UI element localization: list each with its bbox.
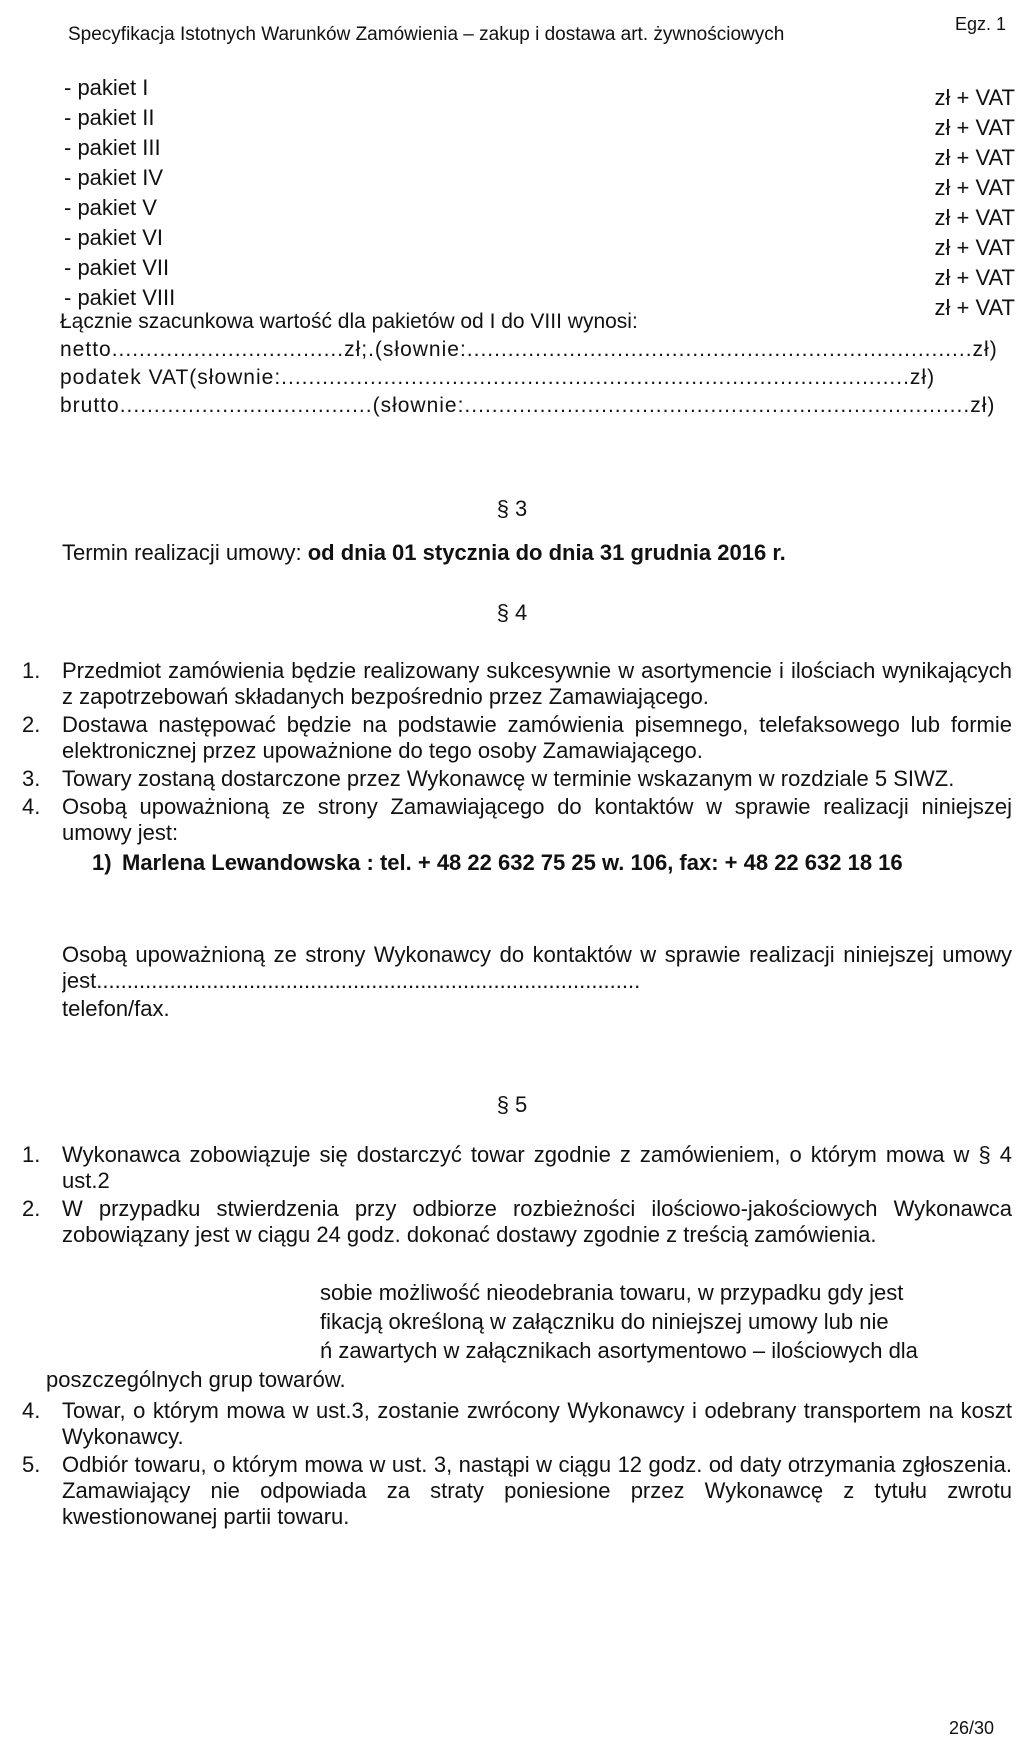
package-label: - pakiet III [64,135,161,160]
package-label: - pakiet VII [64,255,170,280]
item-text: Dostawa następować będzie na podstawie zamówienia pisemnego, telefaksowego lub formie elektronicznej przez upoważnione do tego osoby Zamawiającego. [62,712,1012,763]
item-text: Wykonawca zobowiązuje się dostarczyć towar zgodnie z zamówieniem, o którym mowa w § 4 ust.2 [62,1142,1012,1193]
section-5-list-continued [22,1398,1012,1532]
item-number: 4. [22,1398,41,1423]
package-row [60,75,1015,110]
package-label: - pakiet II [64,105,155,130]
list-item [22,766,1012,792]
package-row [60,165,1015,200]
page-header [68,14,1014,46]
package-value: zł + VAT [934,115,1015,140]
item-text: Przedmiot zamówienia będzie realizowany sukcesywnie w asortymencie i ilościach wynikających z zapotrzebowań składanych bezpośrednio przez Zamawiającego. [62,658,1012,709]
package-value: zł + VAT [934,85,1015,110]
package-label: - pakiet I [64,75,149,100]
page-number: 26/30 [948,1718,994,1738]
partial-line: ń zawartych w załącznikach asortymentowo – ilościowych dla [320,1338,918,1363]
copy-number: Egz. 1 [954,14,1006,34]
contact-details: Marlena Lewandowska : tel. + 48 22 632 75 25 w. 106, fax: + 48 22 632 18 16 [122,850,903,875]
contractor-contact [62,942,1012,1024]
item-text: Odbiór towaru, o którym mowa w ust. 3, nastąpi w ciągu 12 godz. od daty otrzymania zgłoszenia. Zamawiający nie odpowiada za straty poniesione przez Wykonawcę z tytułu zwrotu kwestionowanej partii towaru. [62,1452,1012,1529]
package-row [60,135,1015,170]
package-row [60,195,1015,230]
netto-line: netto..................................zł;.(słownie:..........................................................................zł) [60,338,998,361]
package-label: - pakiet VI [64,225,164,250]
item-text: Osobą upoważnioną ze strony Zamawiającego do kontaktów w sprawie realizacji niniejszej umowy jest: [62,794,1012,845]
list-item [22,712,1012,764]
partial-line: poszczególnych grup towarów. [46,1367,346,1392]
item-text: Towar, o którym mowa w ust.3, zostanie zwrócony Wykonawcy i odebrany transportem na koszt Wykonawcy. [62,1398,1012,1449]
item-number: 1. [22,1142,41,1167]
partial-line: fikacją określoną w załączniku do niniejszej umowy lub nie [320,1309,889,1334]
list-item [22,1196,1012,1248]
package-list [60,75,1015,320]
item-number: 4. [22,794,41,819]
term-dates: od dnia 01 stycznia do dnia 31 grudnia 2016 r. [307,540,786,565]
package-row [60,255,1015,290]
package-value: zł + VAT [934,205,1015,230]
clause-3-partial [46,1278,1012,1394]
list-item [22,1142,1012,1194]
header-title: Specyfikacja Istotnych Warunków Zamówienia – zakup i dostawa art. żywnościowych [68,24,785,45]
section-5-list [22,1142,1012,1250]
section-heading-5: § 5 [496,1092,528,1117]
item-number: 2. [22,1196,41,1221]
item-number: 2. [22,712,41,737]
package-label: - pakiet IV [64,165,164,190]
term-prefix: Termin realizacji umowy: [62,540,308,565]
brutto-line: brutto.....................................(słownie:..........................................................................zł) [60,394,996,417]
item-text: Towary zostaną dostarczone przez Wykonawcę w terminie wskazanym w rozdziale 5 SIWZ. [62,766,955,791]
package-label: - pakiet VIII [64,285,176,310]
package-value: zł + VAT [934,295,1015,320]
package-row [60,105,1015,140]
list-item [22,1452,1012,1530]
package-value: zł + VAT [934,145,1015,170]
section-heading-4: § 4 [496,600,528,625]
contract-term [62,540,786,566]
package-row [60,225,1015,260]
package-value: zł + VAT [934,265,1015,290]
item-number: 1. [22,658,41,683]
package-value: zł + VAT [934,175,1015,200]
list-item [22,794,1012,876]
package-value: zł + VAT [934,235,1015,260]
list-item [22,658,1012,710]
contractor-contact-text: Osobą upoważnioną ze strony Wykonawcy do kontaktów w sprawie realizacji niniejszej umowy jest......................................................................................... [62,942,1012,993]
list-item [22,1398,1012,1450]
partial-line: sobie możliwość nieodebrania towaru, w przypadku gdy jest [320,1280,904,1305]
total-value-summary [60,310,1015,422]
section-4-list [22,658,1012,878]
package-label: - pakiet V [64,195,157,220]
sub-item-number: 1) [92,850,112,875]
phone-fax-line: telefon/fax. [62,996,170,1021]
section-heading-3: § 3 [496,496,528,521]
summary-intro: Łącznie szacunkowa wartość dla pakietów od I do VIII wynosi: [60,310,638,333]
item-text: W przypadku stwierdzenia przy odbiorze rozbieżności ilościowo-jakościowych Wykonawca zobowiązany jest w ciągu 24 godz. dokonać dostawy zgodnie z treścią zamówienia. [62,1196,1012,1247]
item-number: 3. [22,766,41,791]
item-number: 5. [22,1452,41,1477]
contact-person [62,850,1012,876]
vat-line: podatek VAT(słownie:............................................................................................zł) [60,366,936,389]
